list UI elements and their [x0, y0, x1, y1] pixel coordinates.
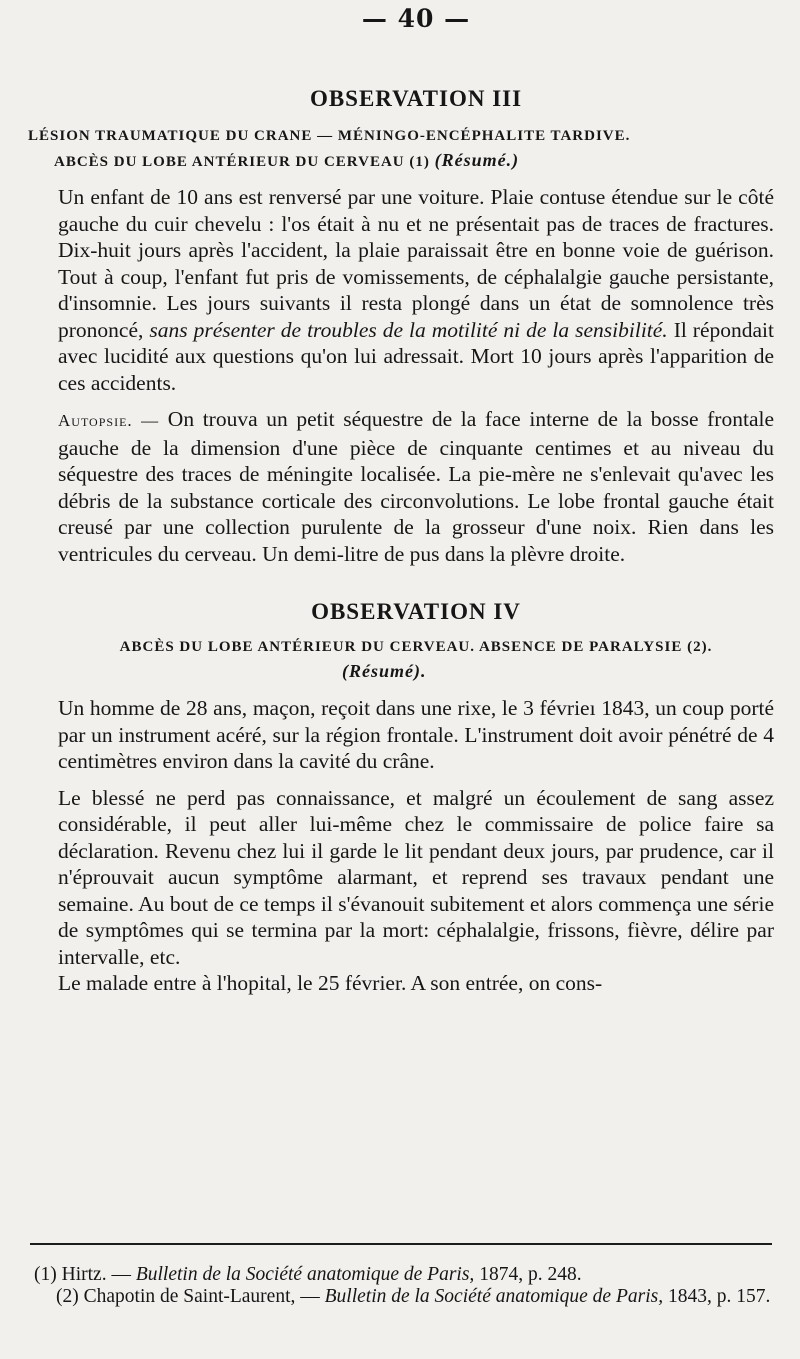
observation-3-italic-phrase: sans présenter de troubles de la motilité ni de la sensibilité.: [149, 317, 668, 342]
page-number: — 40 —: [361, 4, 471, 33]
observation-4-paragraph-1: Un homme de 28 ans, maçon, reçoit dans une rixe, le 3 févrieı 1843, un coup porté par un instrument acéré, sur la région frontale. L'instrument doit avoir pénétré de 4 centimètres environ dans la cavité du crâne.: [58, 696, 774, 773]
observation-3-subtitle-line2: ABCÈS DU LOBE ANTÉRIEUR DU CERVEAU (1): [54, 154, 430, 170]
observation-4-summary-tag: (Résumé).: [342, 661, 427, 681]
observation-4-paragraph-2: Le blessé ne perd pas connaissance, et malgré un écoulement de sang assez considérable, il peut aller lui-même chez le commissaire de police faire sa déclaration. Revenu chez lui il garde le lit pendant deux jours, par prudence, car il n'éprouvait aucun symptôme alarmant, et reprend ses travaux pendant une semaine. Au bout de ce temps il s'évanouit subitement et alors commença une série de symptômes qui se termina par la mort: céphalalgie, frissons, fièvre, délire par intervalle, etc.: [58, 785, 774, 969]
observation-4-subtitle-line1: ABCÈS DU LOBE ANTÉRIEUR DU CERVEAU. ABSENCE DE PARALYSIE (2).: [119, 639, 713, 655]
observation-3-subtitle-line1: LÉSION TRAUMATIQUE DU CRANE — MÉNINGO-ENCÉPHALITE TARDIVE.: [28, 128, 631, 144]
observation-3-summary-tag: (Résumé.): [434, 150, 520, 170]
observation-3-subtitle: [28, 124, 774, 174]
footnote-1: (1) Hirtz. — Bulletin de la Société anatomique de Paris, 1874, p. 248.: [34, 1264, 582, 1285]
observation-4-paragraph-3: Le malade entre à l'hopital, le 25 février. A son entrée, on cons-: [58, 971, 603, 995]
observation-4-subtitle: [58, 635, 774, 685]
footnotes: [34, 1264, 772, 1307]
observation-3-title: OBSERVATION III: [309, 86, 523, 111]
observation-4-title: OBSERVATION IV: [311, 599, 521, 624]
observation-3-autopsy-paragraph: Autopsie. — On trouva un petit séquestre de la face interne de la bosse frontale gauche de la dimension d'une pièce de cinquante centimes et au niveau du séquestre des traces de méningite localisée. La pie-mère ne s'enlevait qu'avec les débris de la substance corticale des circonvolutions. Le lobe frontal gauche était creusé par une collection purulente de la grosseur d'une noix. Rien dans les ventricules du cerveau. Un demi-litre de pus dans la plèvre droite.: [58, 407, 774, 566]
footnote-2: (2) Chapotin de Saint-Laurent, — Bulletin de la Société anatomique de Paris, 1843, p. 157.: [56, 1285, 771, 1307]
autopsy-label: Autopsie. —: [58, 411, 160, 430]
observation-3-paragraph-1: Un enfant de 10 ans est renversé par une voiture. Plaie contuse étendue sur le côté gauche du cuir chevelu : l'os était à nu et ne présentait pas de traces de fractures. Dix-huit jours après l'accident, la plaie paraissait être en bonne voie de guérison. Tout à coup, l'enfant fut pris de vomissements, de céphalalgie gauche persistante, d'insomnie. Les jours suivants il resta plongé dans un état de somnolence très prononcé, sans présenter de troubles de la motilité ni de la sensibilité. Il répondait avec lucidité aux questions qu'on lui adressait. Mort 10 jours après l'apparition de ces accidents.: [58, 185, 775, 395]
footnote-rule: [30, 1243, 772, 1245]
